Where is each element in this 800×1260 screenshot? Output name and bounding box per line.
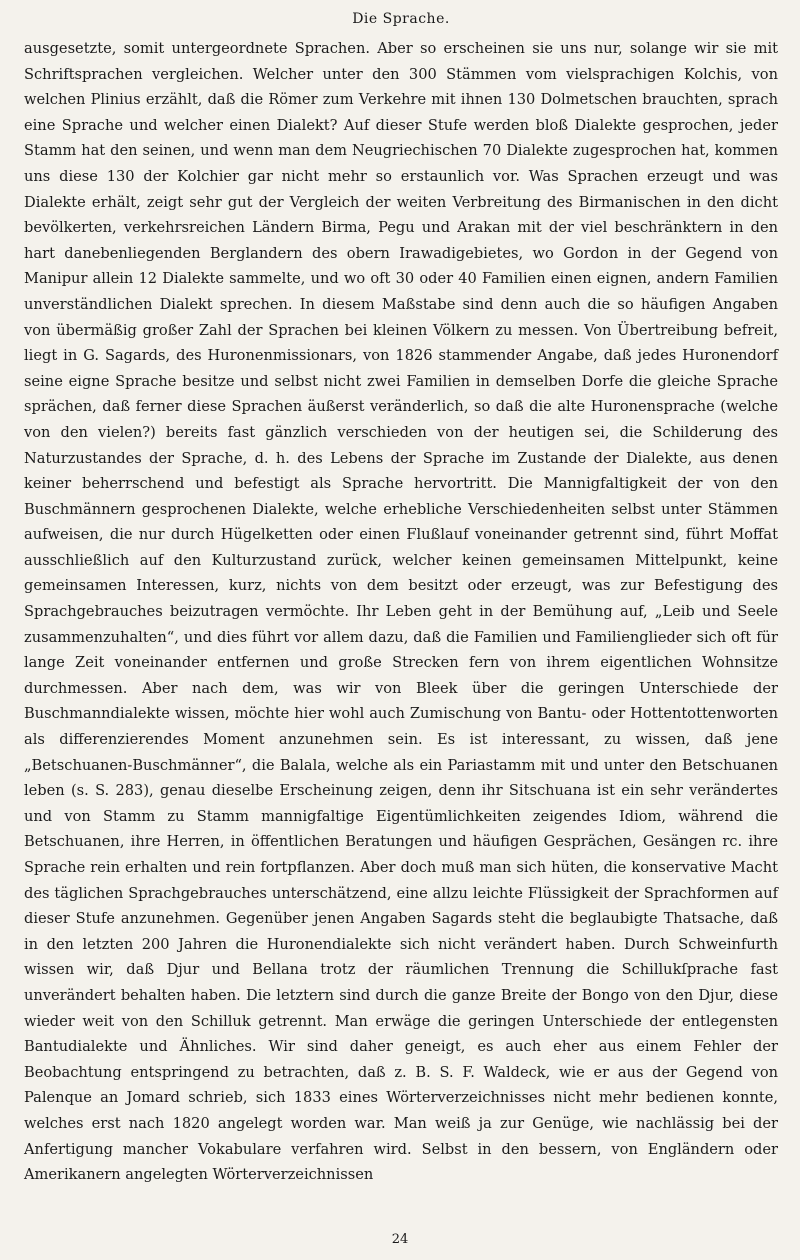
paragraph: ausgesetzte, somit untergeordnete Sprachen. Aber so erscheinen sie uns nur, solange wir sie mit Schriftsprachen vergleichen. Welcher unter den 300 Stämmen vom vielsprachigen Kolchis, von welchen Plinius erzählt, daß die Römer zum Verkehre mit ihnen 130 Dolmetschen brauchten, sprach eine Sprache und welcher einen Dialekt? Auf dieser Stufe werden bloß Dialekte gesprochen, jeder Stamm hat den seinen, und wenn man dem Neugriechischen 70 Dialekte zugesprochen hat, kommen uns diese 130 der Kolchier gar nicht mehr so erstaunlich vor. Was Sprachen erzeugt und was Dialekte erhält, zeigt sehr gut der Vergleich der weiten Verbreitung des Birmanischen in den dicht bevölkerten, verkehrsreichen Ländern Birma, Pegu und Arakan mit der viel beschränktern in den hart danebenliegenden Berglandern des obern Irawadigebietes, wo Gordon in der Gegend von Manipur allein 12 Dialekte sammelte, und wo oft 30 oder 40 Familien einen eignen, andern Familien unverständlichen Dialekt sprechen. In diesem Maßstabe sind denn auch die so häufigen Angaben von übermäßig großer Zahl der Sprachen bei kleinen Völkern zu messen. Von Übertreibung befreit, liegt in G. Sagards, des Huronenmissionars, von 1826 stammender Angabe, daß jedes Huronendorf seine eigne Sprache besitze und selbst nicht zwei Familien in demselben Dorfe die gleiche Sprache sprächen, daß ferner diese Sprachen äußerst veränderlich, so daß die alte Huronensprache (welche von den vielen?) bereits fast gänzlich verschieden von der heutigen sei, die Schilderung des Naturzustandes der Sprache, d. h. des Lebens der Sprache im Zustande der Dialekte, aus denen keiner beherrschend und befestigt als Sprache hervortritt. Die Mannigfaltigkeit der von den Buschmännern gesprochenen Dialekte, welche erhebliche Verschiedenheiten selbst unter Stämmen aufweisen, die nur durch Hügelketten oder einen Flußlauf voneinander getrennt sind, führt Moffat ausschließlich auf den Kulturzustand zurück, welcher keinen gemeinsamen Mittelpunkt, keine gemeinsamen Interessen, kurz, nichts von dem besitzt oder erzeugt, was zur Befestigung des Sprachgebrauches beizutragen vermöchte. Ihr Leben geht in der Bemühung auf, „Leib und Seele zusammenzuhalten“, und dies führt vor allem dazu, daß die Familien und Familienglieder sich oft für lange Zeit voneinander entfernen und große Strecken fern von ihrem eigentlichen Wohnsitze durchmessen. Aber nach dem, was wir von Bleek über die geringen Unterschiede der Buschmanndialekte wissen, möchte hier wohl auch Zumischung von Bantu- oder Hottentottenworten als differenzierendes Moment anzunehmen sein. Es ist interessant, zu wissen, daß jene „Betschuanen-Buschmänner“, die Balala, welche als ein Pariastamm mit und unter den Betschuanen leben (s. S. 283), genau dieselbe Erscheinung zeigen, denn ihr Sitschuana ist ein sehr verändertes und von Stamm zu Stamm mannigfaltige Eigentümlichkeiten zeigendes Idiom, während die Betschuanen, ihre Herren, in öffentlichen Beratungen und häufigen Gesprächen, Gesängen rc. ihre Sprache rein erhalten und rein fortpflanzen. Aber doch muß man sich hüten, die konservative Macht des täglichen Sprachgebrauches unterschätzend, eine allzu leichte Flüssigkeit der Sprachformen auf dieser Stufe anzunehmen. Gegenüber jenen Angaben Sagards steht die beglaubigte Thatsache, daß in den letzten 200 Jahren die Huronendialekte sich nicht verändert haben. Durch Schweinfurth wissen wir, daß Djur und Bellana trotz der räumlichen Trennung die Schillukſprache fast unverändert behalten haben. Die letztern sind durch die ganze Breite der Bongo von den Djur, diese wieder weit von den Schilluk getrennt. Man erwäge die geringen Unterschiede der entlegensten Bantudialekte und Ähnliches. Wir sind daher geneigt, es auch eher aus einem Fehler der Beobachtung entspringend zu betrachten, daß z. B. S. F. Waldeck, wie er aus der Gegend von Palenque an Jomard schrieb, sich 1833 eines Wörterverzeichnisses nicht mehr bedienen konnte, welches erst nach 1820 angelegt worden war. Man weiß ja zur Genüge, wie nachlässig bei der Anfertigung mancher Vokabulare verfahren wird. Selbst in den bessern, von Engländern oder Amerikanern angelegten Wörterverzeichnissen [24, 40, 778, 1184]
page-number: 24 [391, 1232, 409, 1247]
body-text [24, 36, 778, 1188]
running-title: Die Sprache. [352, 11, 450, 27]
